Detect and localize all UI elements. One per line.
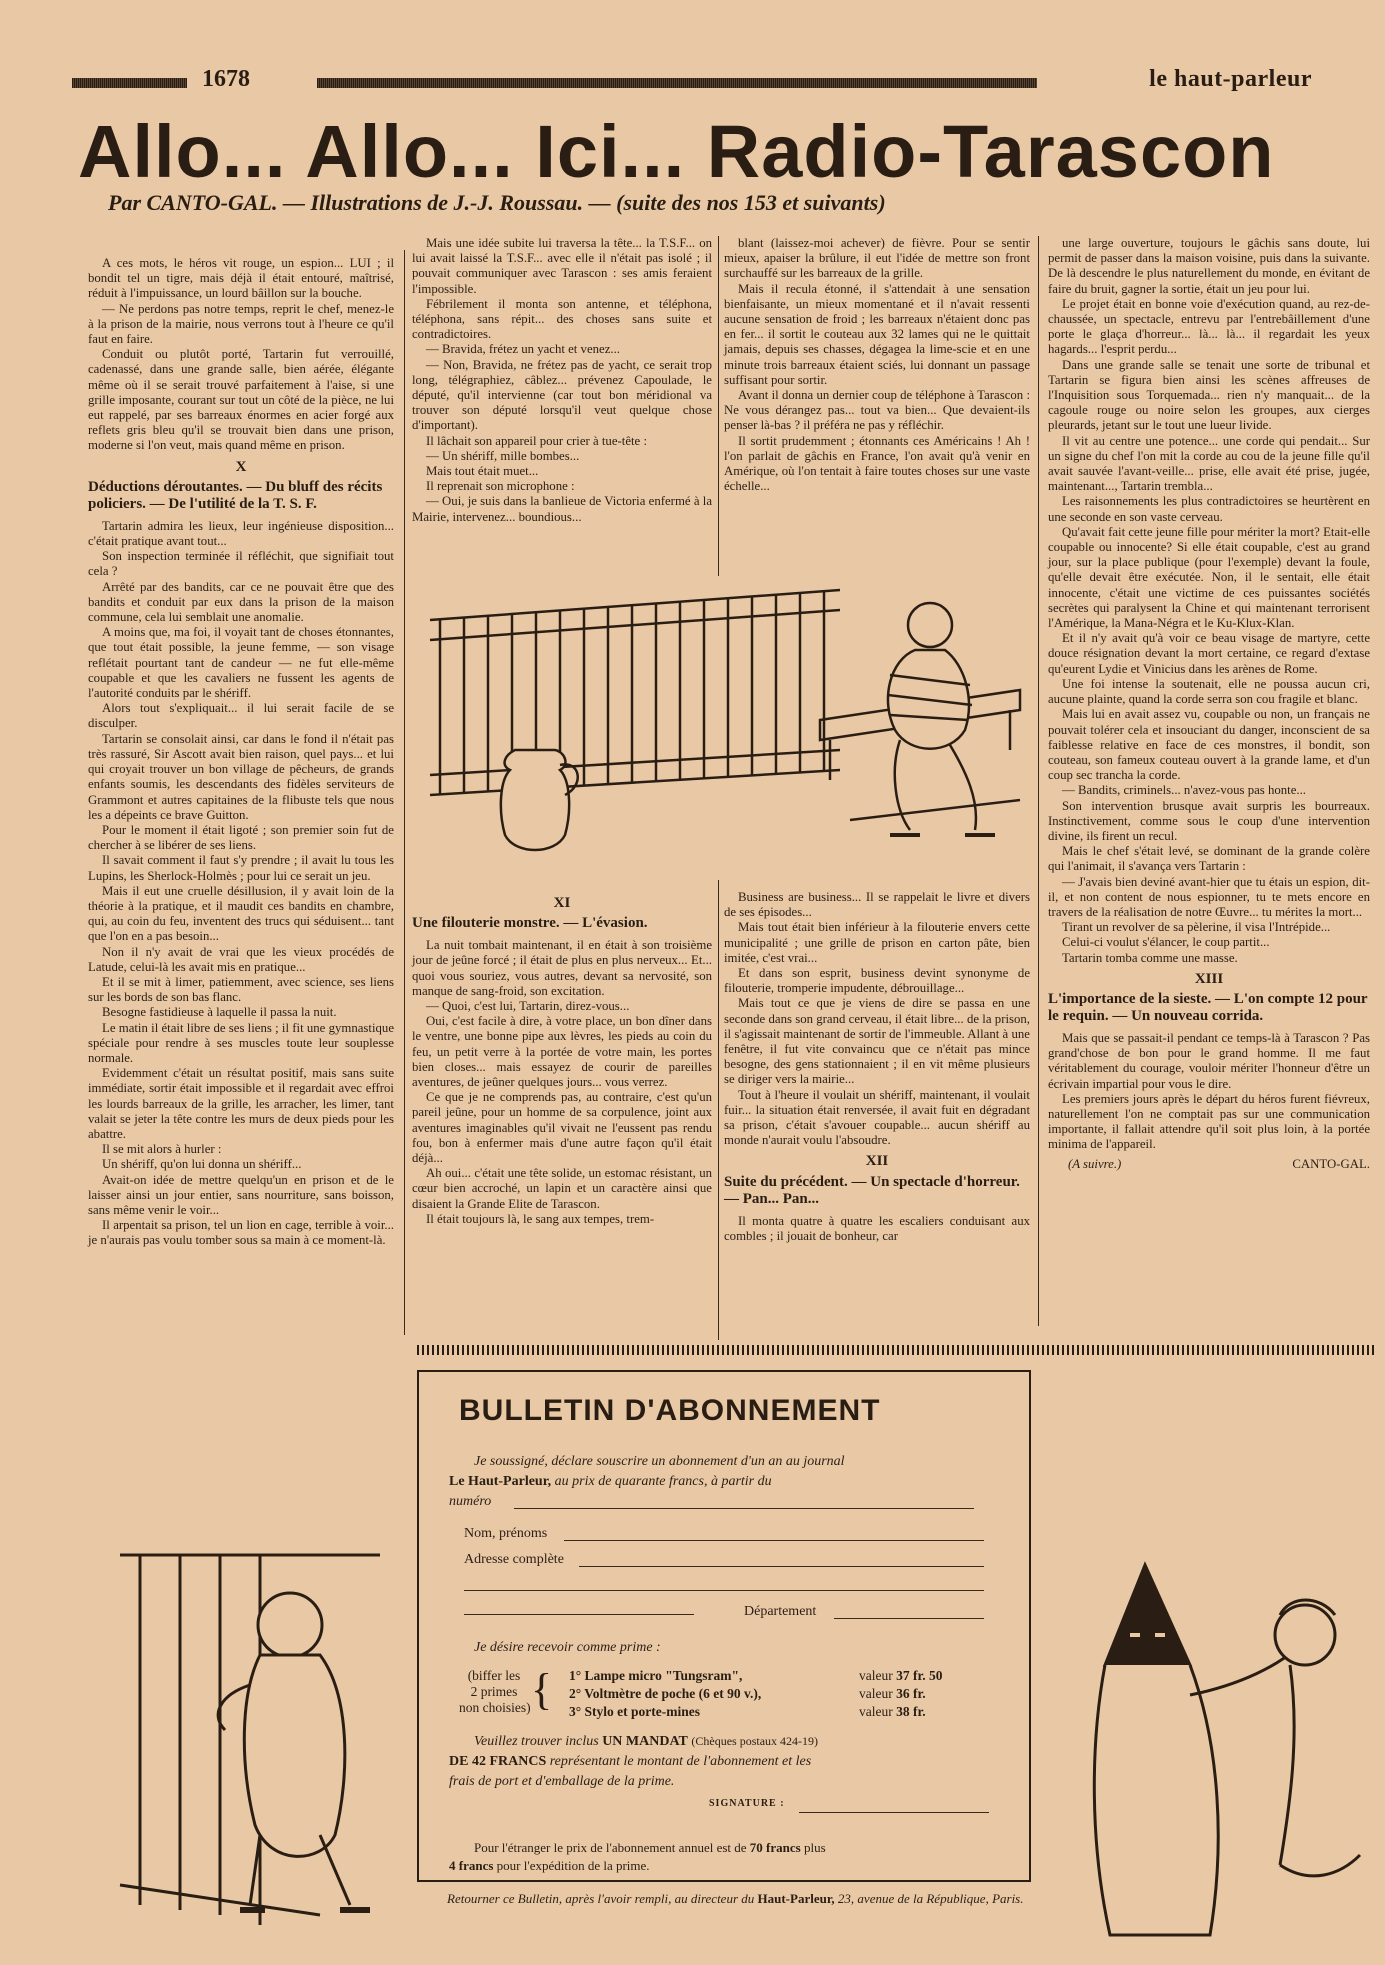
department-field-label: Département (744, 1604, 817, 1619)
paragraph: Mais une idée subite lui traversa la tête... la T.S.F... on lui avait laissé la T.S.F... avec elle il n'était pas isolé ; il pouvait communiquer avec Tarascon : ses amis feraient l'impossible. (412, 236, 712, 296)
department-field[interactable] (834, 1618, 984, 1619)
journal-name: le haut-parleur (1149, 66, 1312, 92)
paragraph: Il monta quatre à quatre les escaliers conduisant aux combles ; il jouait de bonheur, car (724, 1213, 1030, 1243)
paragraph: Tartarin tomba comme une masse. (1062, 950, 1238, 965)
col4-paragraphs-b (1048, 1031, 1370, 1153)
prime-2-label: 2° Voltmètre de poche (6 et 90 v.), (569, 1686, 762, 1701)
mandat-line-3: frais de port et d'emballage de la prime. (449, 1774, 675, 1789)
hatched-rule (417, 1345, 1377, 1355)
biffer-line: (biffer les (467, 1668, 521, 1683)
paragraph: Avait-on idée de mettre quelqu'un en prison et de le laisser ainsi un jour entier, sans nourriture, sans boisson, sans même venir le voir... (88, 1172, 394, 1217)
section-heading-xiii: L'importance de la sieste. — L'on compte 12 pour le requin. — Un nouveau corrida. (1048, 990, 1368, 1024)
subscription-form (417, 1370, 1031, 1882)
paragraph: Conduit ou plutôt porté, Tartarin fut verrouillé, cadenassé, dans une grande salle, bien aérée, élégante même où il se serait trouvé parfaitement à l'aise, si une grille imposante, courant sur tout un côté de la pièce, ne lui eut rappelé, par ses barreaux énormes en acier forgé aux reflets gris bleu qu'il se trouvait bien dans une prison, moderne si l'on veut, mais quand même en prison. (88, 347, 394, 453)
paragraph: A ces mots, le héros vit rouge, un espion... LUI ; il bondit tel un tigre, mais déjà il était entouré, maîtrisé, réduit à l'impuissance, un lourd bâillon sur la bouche. (88, 256, 394, 301)
paragraph: Le matin il était libre de ses liens ; il fit une gymnastique spéciale pour rendre à ses muscles toute leur souplesse normale. (88, 1020, 394, 1065)
section-heading-x: Déductions déroutantes. — Du bluff des récits policiers. — De l'utilité de la T. S. F. (88, 478, 383, 512)
paragraph: Son inspection terminée il réfléchit, que signifiait tout cela ? (88, 549, 394, 579)
prime-3[interactable] (569, 1704, 700, 1720)
paragraph: Il reprenait son microphone : (426, 479, 575, 494)
paragraph: A moins que, ma foi, il voyait tant de choses étonnantes, que tout était possible, la jeune femme, — son visage reflétait pourtant tant de candeur — ne fut elle-même coupable et que les cavaliers ne fussent les agents de l'autorité conduits par le shériff. (88, 625, 394, 701)
section-number-x: X (235, 458, 247, 475)
paragraph: Fébrilement il monta son antenne, et téléphona, téléphona, sans répit... des choses sans suite et contradictoires. (412, 296, 712, 342)
name-field-label: Nom, prénoms (464, 1526, 548, 1541)
prime-1[interactable] (569, 1668, 742, 1684)
col4-paragraphs (1048, 236, 1370, 966)
paragraph: Mais le chef s'était levé, se dominant de la grande colère qui l'animait, il s'avança vers Tartarin : (1048, 844, 1370, 874)
paragraph: Alors tout s'expliquait... il lui serait facile de se disculper. (88, 701, 394, 731)
paragraph: Ce que je ne comprends pas, au contraire, c'est qu'un pareil jeûne, pour un homme de sa corpulence, joint aux aventures imaginables qu'il vivait ne l'eussent pas rendu fou, bon à enfermer mais d'une autre façon qu'il était déjà... (412, 1090, 712, 1166)
address-field-2[interactable] (464, 1590, 984, 1591)
paragraph: Mais il eut une cruelle désillusion, il y avait loin de la théorie à la pratique, et il maudit ces bandits en chambre, qui, au coin du feu, inventent des trucs qui séduisent... tant que l'on en a pas besoin... (88, 883, 394, 944)
paragraph: Il se mit alors à hurler : (102, 1142, 222, 1157)
paragraph: Il vit au centre une potence... une corde qui pendait... Sur un signe du chef l'on mit la corde au cou de la jeune fille qu'il avait sauvée l'avant-veille... prise, elle avait été prise, jugée, maintenant..., Tartarin trembla... (1048, 433, 1370, 494)
prime-2[interactable] (569, 1686, 761, 1702)
paragraph: Un shériff, qu'on lui donna un shériff... (102, 1157, 302, 1172)
column-rule (1038, 236, 1039, 1326)
paragraph: — Un shériff, mille bombes... (426, 448, 580, 463)
hooded-figure-illustration (1050, 1545, 1375, 1955)
paragraph: La nuit tombait maintenant, il en était à son troisième jour de jeûne forcé ; il était de plus en plus nerveux... Et... quoi vous souriez, vous autres, devant sa nervosité, son manque de sang-froid, son excitation. (412, 938, 712, 998)
article-column-1 (88, 256, 394, 1249)
paragraph: Il savait comment il faut s'y prendre ; il avait lu tous les Lupins, les Sherlock-Holmès ; pour lui ce serait un jeu. (88, 853, 394, 883)
name-field[interactable] (564, 1540, 984, 1541)
bulletin-line-3: numéro (449, 1494, 492, 1509)
paragraph: Et il n'y avait qu'à voir ce beau visage de martyre, cette douce résignation devant la mort certaine, ce regard d'extase qu'eurent Lydie et Vinicius dans les arènes de Rome. (1048, 631, 1370, 676)
paragraph: Avant il donna un dernier coup de téléphone à Tarascon : Ne vous dérangez pas... tout va bien... Que devaient-ils penser là-bas ? il préféra ne pas y réfléchir. (724, 388, 1030, 433)
prisoner-illustration (100, 1545, 400, 1955)
paragraph: — Non, Bravida, ne frétez pas de yacht, ce serait trop long, télégraphiez, câblez... prévenez Capoulade, le député, qu'il intervienne (car tout bon méridional va trouver son député lorsqu'il veut quelque chose d'important). (412, 357, 712, 433)
paragraph: Mais il recula étonné, il s'attendait à une sensation bienfaisante, un mieux momentané et il n'avait ressenti aucune sensation de froid ; les barreaux n'étaient donc pas en fer... il sortit le couteau aux 32 lames qui ne le quittait jamais, depuis ses chasses, dégagea la lime-scie et en une minute trois barreaux étaient sciés, lui donnant un passage suffisant pour sortir. (724, 281, 1030, 387)
paragraph: — Bravida, frétez un yacht et venez... (426, 342, 620, 357)
paragraph: une large ouverture, toujours le gâchis sans doute, lui permit de passer dans la maison voisine, puis dans la suivante. De là descendre le plus naturellement du monde, en évitant de faire du bruit, gagner la sortie, était un jeu pour lui. (1048, 236, 1370, 296)
paragraph: Evidemment c'était un résultat positif, mais sans suite immédiate, sortir était impossible et il regardait avec effroi les lourds barreaux de la grille, les arracher, les limer, tant valait se jeter la tête contre les murs de deux pieds pour les abattre. (88, 1066, 394, 1141)
paragraph: Besogne fastidieuse à laquelle il passa la nuit. (102, 1005, 337, 1020)
paragraph: Qu'avait fait cette jeune fille pour mériter la mort? Etait-elle coupable ou innocente? Si elle était coupable, c'est au grand jour, sur la place publique (pour l'exemple) devant la foule, qu'elle devait être exécutée. Non, il le sentait, elle était innocente, c'était une victime de ces puissantes sociétés secrètes qui paralysent la Chine et qui maintenant terrorisent l'Amérique, la Mana-Négra et le Ku-Klux-Klan. (1048, 524, 1370, 631)
paragraph: Il arpentait sa prison, tel un lion en cage, terrible à voir... je n'aurais pas voulu tomber sous sa main à ce moment-là. (88, 1218, 394, 1248)
mandat-line-1: Veuillez trouver inclus UN MANDAT (Chèques postaux 424-19) (474, 1734, 819, 1749)
paragraph: Il était toujours là, le sang aux tempes, trem- (426, 1211, 655, 1226)
col1-paragraphs (88, 256, 394, 454)
article-byline: Par CANTO-GAL. — Illustrations de J.-J. Roussau. — (suite des nos 153 et suivants) (108, 190, 886, 215)
foreign-price-line: Pour l'étranger le prix de l'abonnement annuel est de 70 francs plus (474, 1840, 826, 1855)
paragraph: Oui, c'est facile à dire, à votre place, un bon dîner dans le ventre, une bonne pipe aux lèvres, les pieds au coin du feu, un petit verre à la portée de votre main, les portes bien closes... mais essayez de courir de pareilles aventures, de jeûner quelques jours... vous verrez. (412, 1014, 712, 1090)
prime-1-label: 1° Lampe micro "Tungsram", (569, 1668, 743, 1683)
paragraph: Business are business... Il se rappelait le livre et divers de ses épisodes... (724, 890, 1030, 920)
midcol2-paragraphs (724, 890, 1030, 1148)
paragraph: Tartarin admira les lieux, leur ingénieuse disposition... c'était pratique avant tout... (88, 518, 394, 549)
paragraph: Dans une grande salle se tenait une sorte de tribunal et Tartarin se figura bien ainsi les scènes affreuses de l'Inquisition sous Torquemada... rien n'y manquait... de la cagoule rouge ou noire selon les groupes, aux cierges pleurards, jetant sur le tout une lueur livide. (1048, 357, 1370, 433)
return-instructions: Retourner ce Bulletin, après l'avoir rempli, au directeur du Haut-Parleur, 23, avenue de la République, Paris. (447, 1891, 1024, 1906)
paragraph: Et il se mit à limer, patiemment, avec science, ses liens sur les bords de son bas flanc. (88, 974, 394, 1005)
paragraph: Ah oui... c'était une tête solide, un estomac résistant, un cœur bien accroché, un lapin et un caractère ainsi que disaient la Grande Elite de Tarascon. (412, 1166, 712, 1211)
article-title: Allo... Allo... Ici... Radio-Tarascon (78, 110, 1275, 193)
section-number-xii: XII (865, 1153, 889, 1170)
foreign-shipping-line: 4 francs pour l'expédition de la prime. (449, 1858, 650, 1873)
prime-3-value: valeur 38 fr. (859, 1704, 926, 1719)
prime-1-value: valeur 37 fr. 50 (859, 1668, 943, 1683)
article-column-3 (724, 236, 1030, 494)
paragraph: Il lâchait son appareil pour crier à tue-tête : (426, 433, 647, 448)
journal-name-bold: Le Haut-Parleur, (449, 1474, 552, 1489)
paragraph: — Oui, je suis dans la banlieue de Victoria enfermé à la Mairie, intervenez... boundious... (412, 494, 712, 524)
paragraph: Tirant un revolver de sa pèlerine, il visa l'Intrépide... (1062, 920, 1331, 935)
bulletin-line-2-rest: au prix de quarante francs, à partir du (554, 1474, 772, 1489)
paragraph: Mais tout ce que je viens de dire se passa en une seconde dans son grand cerveau, il était libre... de la prison, il s'agissait maintenant de sortir de l'immeuble. Allant à une fenêtre, il fut vite convaincu que ce n'était pas mince besogne, des gens stationnaient ; il en vit même plusieurs se diriger vers la mairie... (724, 996, 1030, 1087)
paragraph: Mais lui en avait assez vu, coupable ou non, un français ne pouvait tolérer cela et insouciant du danger, inconscient de sa faiblesse relative en face de ces monstres, il bondit, son couteau, son fameux couteau ouvert à la grande lame, et d'un coup sec trancha la corde. (1048, 707, 1370, 783)
page-number: 1678 (202, 66, 250, 92)
biffer-line: 2 primes (470, 1684, 518, 1699)
paragraph: Non il n'y avait de vrai que les vieux procédés de Latude, celui-là les avait mis en pratique... (88, 944, 394, 974)
prime-intro: Je désire recevoir comme prime : (474, 1640, 661, 1655)
address-field-label: Adresse complète (464, 1552, 564, 1567)
paragraph: Celui-ci voulut s'élancer, le coup partit... (1062, 935, 1270, 950)
issue-number-line[interactable] (514, 1508, 974, 1509)
page-header (72, 66, 1312, 94)
midcol-paragraphs (412, 938, 712, 1227)
brace: { (531, 1665, 553, 1714)
paragraph: Mais que se passait-il pendant ce temps-là à Tarascon ? Pas grand'chose de bon pour le grand homme. Il me faut véritablement du courage, vouloir mériter l'honneur d'être un écrivain impartial pour vous le dire. (1048, 1030, 1370, 1091)
column-rule (404, 250, 405, 1335)
article-column-2b (412, 890, 712, 1227)
mid2col-paragraphs (724, 1214, 1030, 1244)
header-rule-left (72, 78, 187, 88)
paragraph: Arrêté par des bandits, car ce ne pouvait être que des bandits et conduit par eux dans la prison de la maison commune, cela lui semblait une anomalie. (88, 579, 394, 625)
paragraph: Les raisonnements les plus contradictoires se heurtèrent en une seconde en son vaste cerveau. (1048, 494, 1370, 524)
paragraph: Tout à l'heure il voulait un shériff, maintenant, il voulait fuir... la situation était renversée, il avait fuit en dégradant sa prison, c'était s'avouer coupable... aucun shériff au monde n'aurait voulu l'absoudre. (724, 1087, 1030, 1148)
paragraph: Les premiers jours après le départ du héros furent fiévreux, naturellement l'on ne comptait pas sur une communication importante, il fallait attendre qu'il soit plus loin, à la portée minima de l'appareil. (1048, 1091, 1370, 1152)
bulletin-title: BULLETIN D'ABONNEMENT (459, 1394, 881, 1427)
signature-label: SIGNATURE : (709, 1798, 785, 1809)
mandat-line-2: DE 42 FRANCS représentant le montant de l'abonnement et les (449, 1754, 812, 1769)
section-number-xi: XI (553, 895, 571, 911)
paragraph: Une foi intense la soutenait, elle ne poussa aucun cri, aucune plainte, quand la corde serra son cou fragile et blanc. (1048, 676, 1370, 707)
paragraph: Et dans son esprit, business devint synonyme de filouterie, tromperie impudente, débrouillage... (724, 966, 1030, 996)
section-number-xiii: XIII (1194, 970, 1224, 987)
article-column-4 (1048, 236, 1370, 1172)
column-rule (718, 880, 719, 1340)
paragraph: Tartarin se consolait ainsi, car dans le fond il n'était pas très rassuré, Sir Ascott avait bien raison, quel pays... et lui qui croyait trouver un bon village de pêcheurs, de grands enfants soumis, les descendants des fidèles serviteurs de Grammont et autres capitaines de la flibuste tels que nous les a dépeints ce brave Guitton. (88, 731, 394, 822)
bulletin-line-1: Je soussigné, déclare souscrire un abonnement d'un an au journal (474, 1454, 845, 1469)
paragraph: — J'avais bien deviné avant-hier que tu étais un espion, dit-il, et non content de nous espionner, tu te mets encore en travers de la réalisation de notre Œuvre... tu mérites la mort... (1048, 874, 1370, 919)
paragraph: blant (laissez-moi achever) de fièvre. Pour se sentir mieux, apaiser la brûlure, il eut l'idée de mettre son front surchauffé sur les barreaux de la grille. (724, 236, 1030, 281)
article-column-2 (412, 236, 712, 525)
paragraph: Il sortit prudemment ; étonnants ces Américains ! Ah ! l'on parlait de gâchis en France, l'on avait qu'à venir en Amérique, où l'on tentait à faire toutes choses sur une vaste échelle... (724, 433, 1030, 494)
paragraph: Le projet était en bonne voie d'exécution quand, au rez-de-chaussée, un spectacle, entrevu par l'entrebâillement d'une porte le glaça d'horreur... là... là... il regardait les yeux hagards... l'esprit perdu... (1048, 296, 1370, 357)
paragraph: Son intervention brusque avait surpris les bourreaux. Instinctivement, comme sous le coup d'une intervention divine, ils firent un recul. (1048, 798, 1370, 843)
biffer-note (459, 1668, 529, 1716)
article-column-3b (724, 890, 1030, 1244)
to-be-continued: (A suivre.) (1068, 1156, 1122, 1171)
prison-cell-illustration (420, 580, 1030, 880)
header-rule-right (317, 78, 1037, 88)
biffer-line: non choisies) (459, 1700, 531, 1715)
bulletin-line-2 (449, 1474, 772, 1490)
paragraph: — Bandits, criminels... n'avez-vous pas honte... (1062, 783, 1306, 798)
paragraph: Mais tout était bien inférieur à la filouterie envers cette municipalité ; une grille de prison en carton pâte, bien imitée, c'est vrai... (724, 920, 1030, 965)
section-heading-xii: Suite du précédent. — Un spectacle d'horreur. — Pan... Pan... (724, 1173, 1020, 1207)
prime-2-value: valeur 36 fr. (859, 1686, 926, 1701)
city-field[interactable] (464, 1614, 694, 1615)
author-signature: CANTO-GAL. (1292, 1156, 1370, 1171)
paragraph: Mais tout était muet... (426, 464, 539, 479)
signature-field[interactable] (799, 1812, 989, 1813)
paragraph: Pour le moment il était ligoté ; son premier soin fut de chercher à se libérer de ses liens. (88, 822, 394, 853)
column-rule (718, 236, 719, 576)
prime-3-label: 3° Stylo et porte-mines (569, 1704, 700, 1719)
address-field[interactable] (579, 1566, 984, 1567)
col1-paragraphs-b (88, 519, 394, 1249)
paragraph: — Ne perdons pas notre temps, reprit le chef, menez-le à la prison de la mairie, nous verrons tout à l'heure ce qu'il faut en faire. (88, 301, 394, 347)
paragraph: — Quoi, c'est lui, Tartarin, direz-vous... (426, 999, 630, 1014)
section-heading-xi: Une filouterie monstre. — L'évasion. (412, 915, 648, 932)
